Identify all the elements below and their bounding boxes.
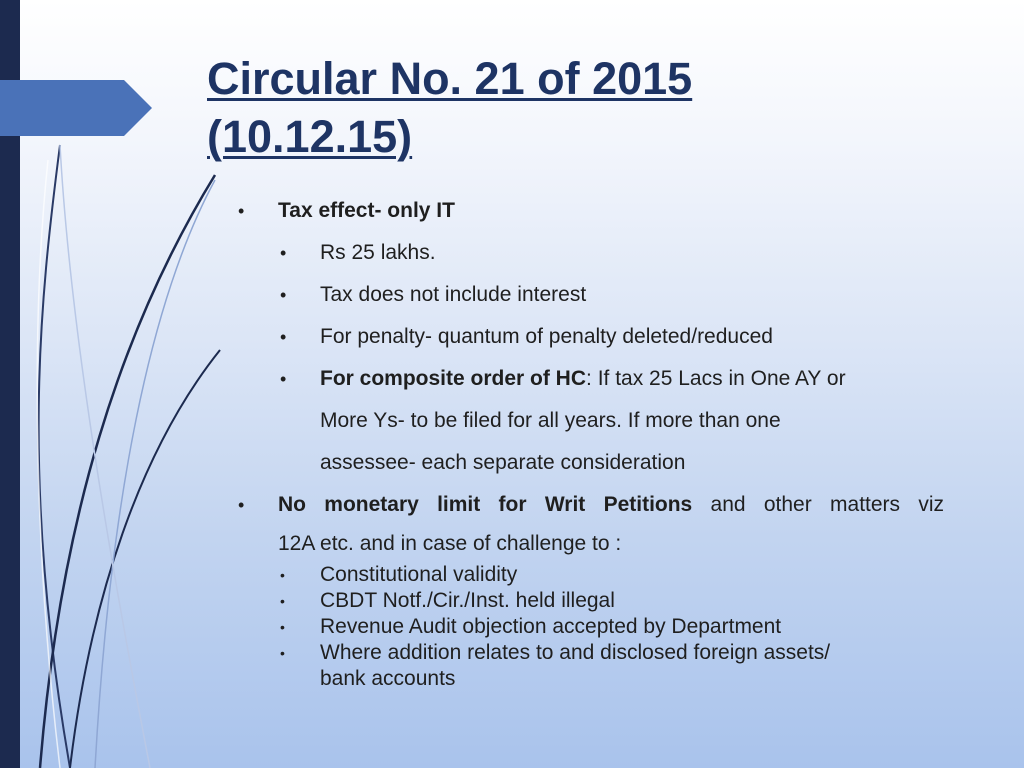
sub-bullet-text: assessee- each separate consideration	[320, 451, 686, 474]
list-item	[232, 484, 962, 526]
bullet-icon: •	[238, 495, 245, 515]
writ-word: matters	[830, 493, 901, 516]
sub-bullet-text: For penalty- quantum of penalty deleted/reduced	[320, 325, 773, 348]
list-item-continuation	[232, 442, 962, 484]
sub-bullet-text: : If tax 25 Lacs in One AY or	[586, 367, 846, 390]
list-item	[232, 274, 962, 316]
writ-word: Petitions	[603, 493, 693, 516]
bullet-icon: •	[280, 369, 287, 389]
writ-word: viz	[918, 493, 944, 516]
sub-bullet-text: Revenue Audit objection accepted by Department	[320, 615, 782, 638]
list-item	[232, 190, 962, 232]
composite-order-label: For composite order of HC	[320, 367, 587, 390]
sub-bullet-text: More Ys- to be filed for all years. If more than one	[320, 409, 781, 432]
title-line-2: (10.12.15)	[207, 111, 413, 162]
list-item	[232, 316, 962, 358]
sub-bullet-text: Rs 25 lakhs.	[320, 241, 436, 264]
list-item	[232, 232, 962, 274]
tax-effect-heading: Tax effect- only IT	[278, 199, 455, 222]
writ-word: limit	[437, 493, 481, 516]
title-line-1: Circular No. 21 of 2015	[207, 53, 693, 104]
list-item	[232, 640, 962, 666]
sub-bullet-text: Tax does not include interest	[320, 283, 587, 306]
bullet-list	[232, 190, 962, 692]
list-item-continuation	[232, 666, 962, 692]
writ-word: No	[278, 493, 306, 516]
arrow-tab-shape	[0, 80, 152, 136]
list-item-continuation	[232, 526, 962, 562]
bullet-icon: •	[280, 285, 287, 305]
writ-word: for	[498, 493, 527, 516]
bullet-icon: •	[238, 201, 245, 221]
list-item	[232, 588, 962, 614]
writ-line-2: 12A etc. and in case of challenge to :	[278, 532, 622, 555]
writ-word: monetary	[324, 493, 419, 516]
writ-word: other	[763, 493, 812, 516]
sub-bullet-text: CBDT Notf./Cir./Inst. held illegal	[320, 589, 615, 612]
list-item	[232, 562, 962, 588]
writ-petitions-line	[278, 484, 944, 526]
bullet-icon: •	[280, 243, 287, 263]
writ-word: Writ	[544, 493, 586, 516]
sub-bullet-text: Where addition relates to and disclosed foreign assets/	[320, 641, 831, 664]
bullet-icon: •	[280, 567, 285, 583]
writ-word: and	[710, 493, 746, 516]
page-title	[207, 50, 692, 166]
sub-bullet-text: Constitutional validity	[320, 563, 518, 586]
list-item	[232, 358, 962, 400]
bullet-icon: •	[280, 619, 285, 635]
bullet-icon: •	[280, 645, 285, 661]
bullet-icon: •	[280, 593, 285, 609]
bullet-icon: •	[280, 327, 287, 347]
list-item-continuation	[232, 400, 962, 442]
list-item	[232, 614, 962, 640]
sub-bullet-text: bank accounts	[320, 667, 456, 690]
